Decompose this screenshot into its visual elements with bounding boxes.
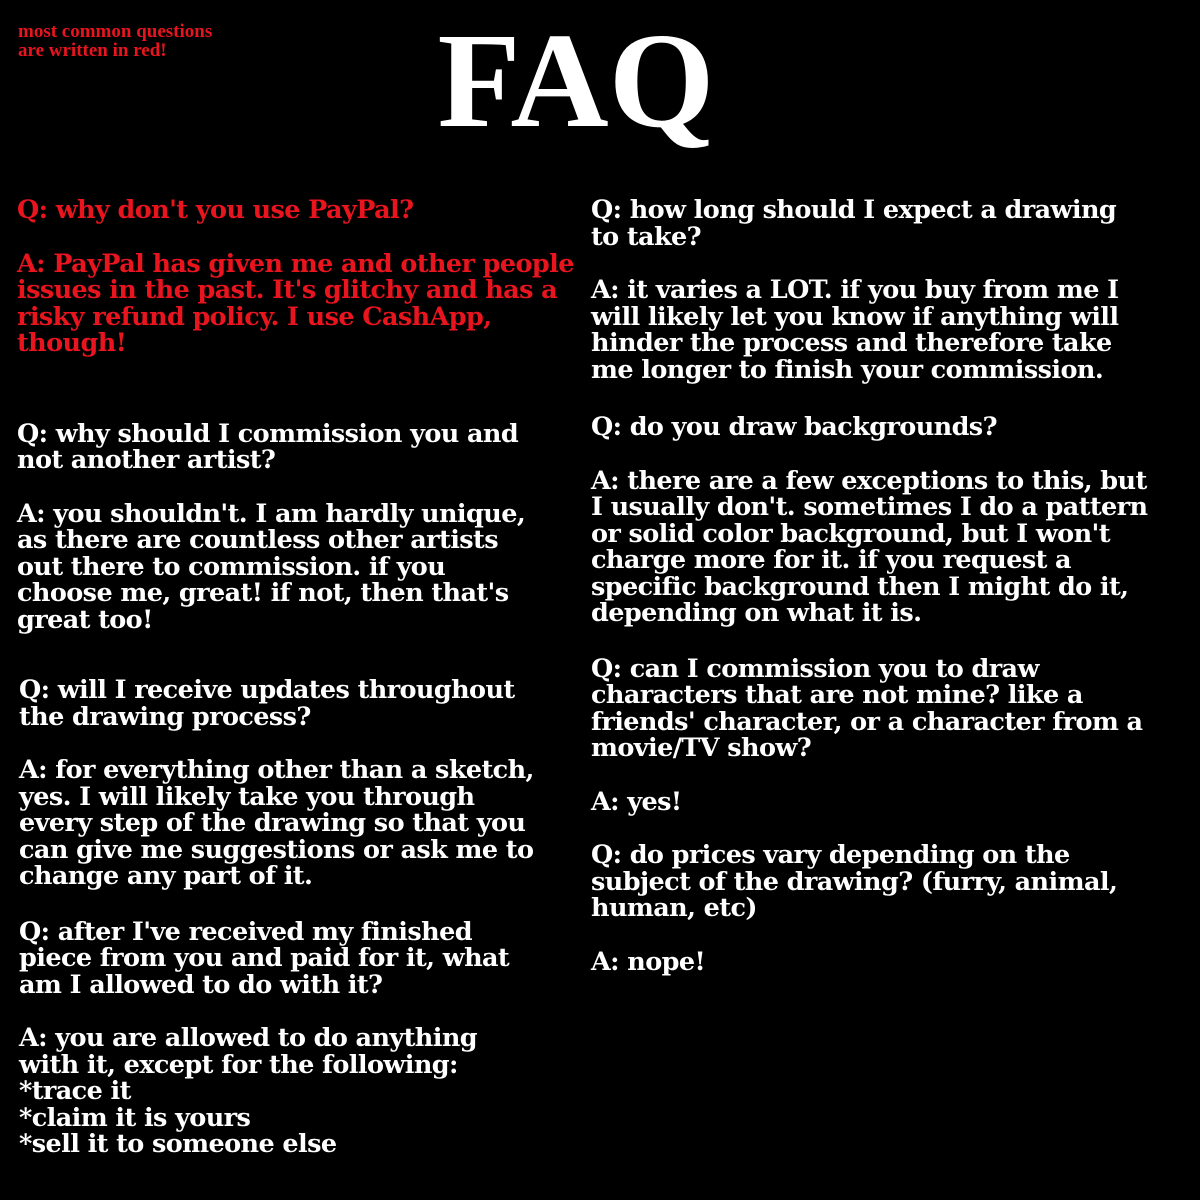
faq-right-column	[591, 197, 1181, 975]
faq-item-duration	[591, 197, 1181, 383]
faq-item-backgrounds	[591, 414, 1181, 627]
faq-answer: A: nope!	[591, 946, 706, 977]
faq-left-column	[17, 197, 587, 1158]
page-title: FAQ	[437, 6, 715, 156]
faq-answer: A: for everything other than a sketch, yes. I will likely take you through every step of the drawing so that you can give me suggestions or ask me to change any part of it.	[19, 755, 534, 891]
faq-question: Q: do prices vary depending on the subject of the drawing? (furry, animal, human, etc)	[591, 840, 1118, 923]
faq-question: Q: why don't you use PayPal?	[17, 195, 414, 225]
faq-question: Q: why should I commission you and not another artist?	[17, 418, 519, 475]
faq-item-why-commission	[17, 418, 587, 635]
faq-question: Q: after I've received my finished piece from you and paid for it, what am I allowed to do with it?	[19, 916, 510, 1000]
faq-item-prices	[591, 842, 1181, 975]
faq-question: Q: can I commission you to draw characters that are not mine? like a friends' character, or a character from a movie/TV show?	[591, 653, 1143, 763]
faq-answer: A: it varies a LOT. if you buy from me I will likely let you know if anything will hinder the process and therefore take me longer to finish your commission.	[591, 275, 1119, 385]
red-questions-note: most common questions are written in red!	[18, 21, 213, 61]
faq-answer: A: yes!	[591, 786, 682, 817]
faq-item-updates	[17, 677, 587, 890]
faq-item-paypal	[17, 197, 587, 357]
faq-question: Q: will I receive updates throughout the drawing process?	[19, 675, 515, 732]
faq-question: Q: how long should I expect a drawing to take?	[591, 195, 1117, 252]
faq-answer: A: you shouldn't. I am hardly unique, as there are countless other artists out there to commission. if you choose me, great! if not, then that's great too!	[17, 498, 526, 635]
faq-answer: A: PayPal has given me and other people issues in the past. It's glitchy and has a risky refund policy. I use CashApp, though!	[17, 248, 574, 358]
faq-item-other-characters	[591, 653, 1181, 817]
faq-item-usage-rights	[17, 916, 587, 1159]
faq-question: Q: do you draw backgrounds?	[591, 412, 997, 442]
faq-answer: A: you are allowed to do anything with it, except for the following: *trace it *claim it is yours *sell it to someone else	[19, 1023, 478, 1159]
faq-answer: A: there are a few exceptions to this, but I usually don't. sometimes I do a pattern or solid color background, but I won't charge more for it. if you request a specific background then I might do it, depending on what it is.	[591, 465, 1148, 628]
